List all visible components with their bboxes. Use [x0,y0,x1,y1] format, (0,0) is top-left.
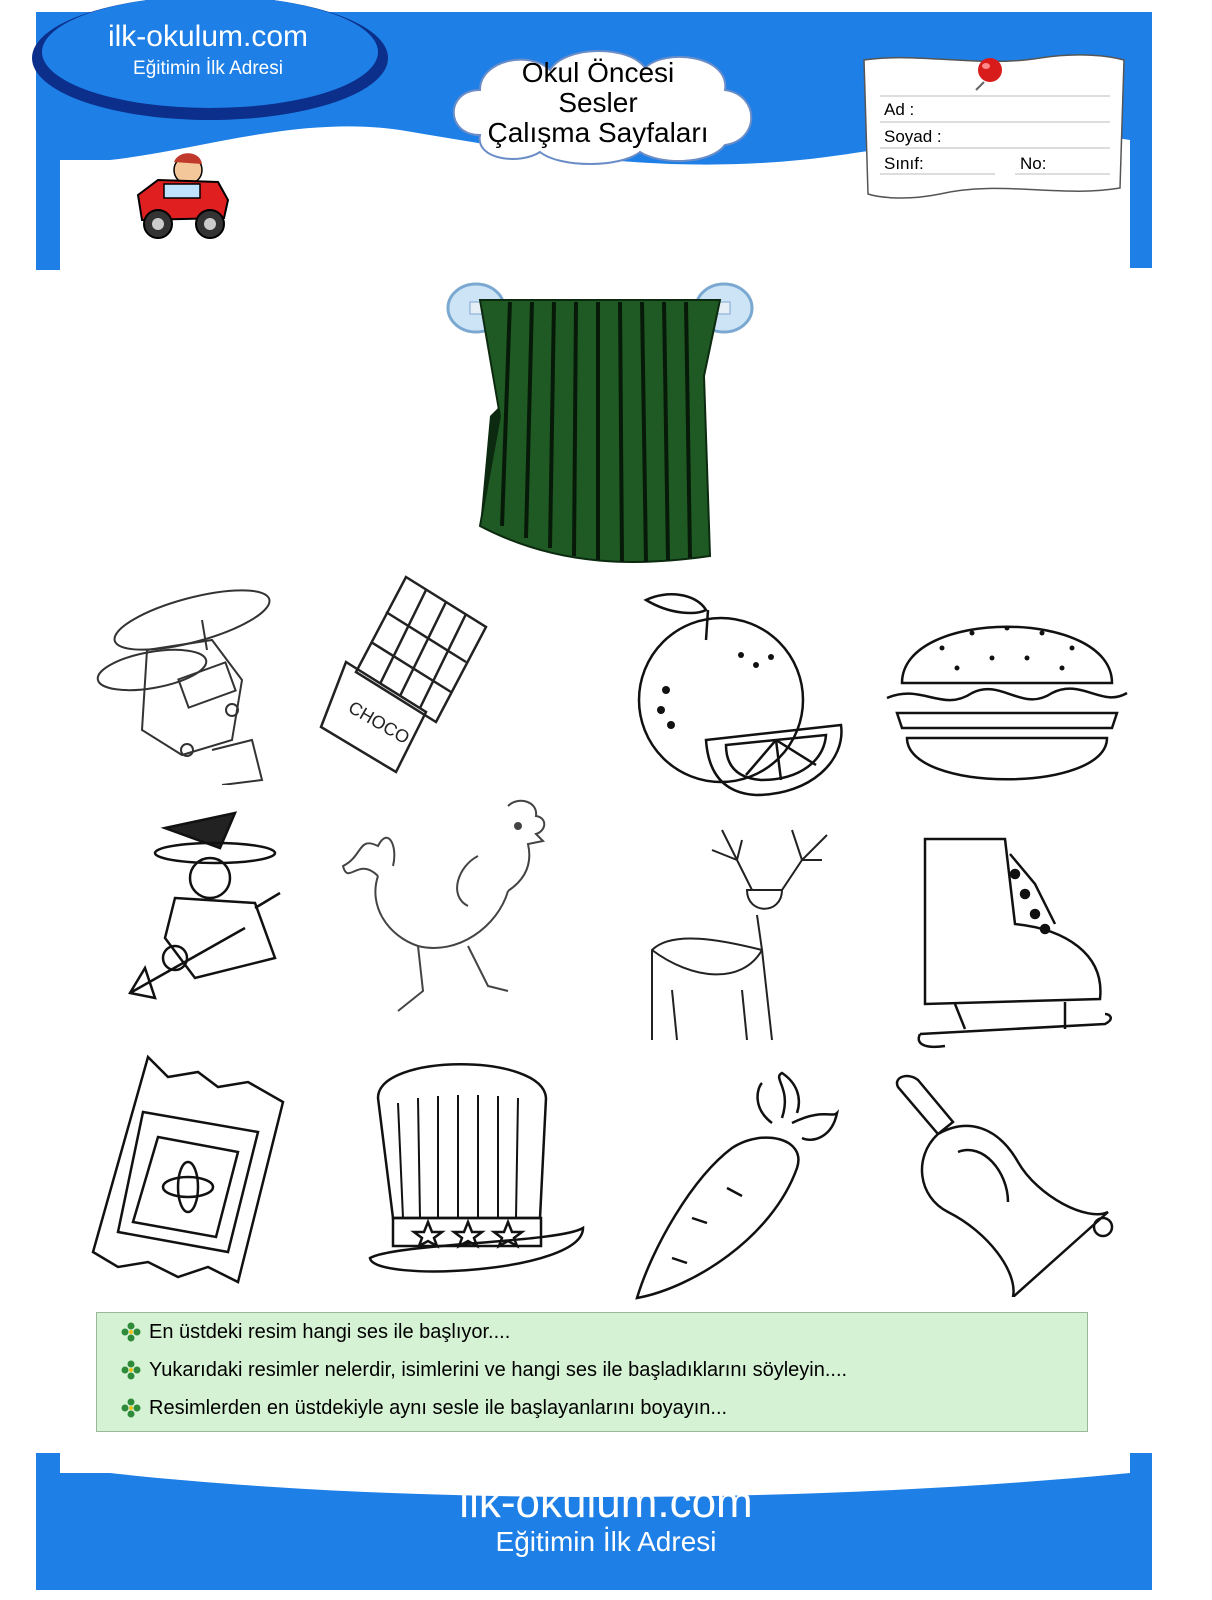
carpet-icon [88,1052,288,1292]
footer-site-name: ilk-okulum.com [459,1478,753,1527]
clover-bullet-icon [119,1320,143,1344]
card-name-label: Ad : [884,100,915,119]
instruction-text: Resimlerden en üstdekiyle aynı sesle ile başlayanlarını boyayın... [149,1396,728,1419]
header-site-tagline: Eğitimin İlk Adresi [133,58,283,79]
footer-site-tagline: Eğitimin İlk Adresi [495,1526,717,1557]
car-mascot-icon [128,140,238,250]
instruction-item [97,1389,1087,1427]
pushpin-icon [970,52,1010,92]
helicopter-icon [92,580,272,785]
cloud-line-2: Sesler [558,87,638,118]
clover-bullet-icon [119,1358,143,1382]
chocolate-icon [316,572,492,782]
orange-icon [636,585,846,800]
bell-icon [888,1072,1128,1297]
card-class-label: Sınıf: [884,154,924,173]
instruction-item [97,1313,1087,1351]
instruction-text: En üstdeki resim hangi ses ile başlıyor.... [149,1320,511,1343]
top-hat-icon [368,1058,586,1283]
ice-skate-icon [915,834,1115,1054]
rooster-icon [338,796,553,1021]
card-number-label: No: [1020,154,1047,173]
card-surname-label: Soyad : [884,127,942,146]
witch-icon [125,808,285,1003]
svg-text:CHOCO: CHOCO [344,697,413,748]
cloud-line-3: Çalışma Sayfaları [487,117,709,148]
carrot-icon [632,1068,842,1300]
instructions-box [96,1312,1088,1432]
hamburger-icon [882,588,1134,798]
header-site-name: ilk-okulum.com [107,20,309,53]
clover-bullet-icon [119,1396,143,1420]
towel-icon [440,276,760,576]
cloud-line-1: Okul Öncesi [521,57,675,88]
deer-icon [642,820,832,1045]
instruction-item [97,1351,1087,1389]
instruction-text: Yukarıdaki resimler nelerdir, isimlerini ve hangi ses ile başladıklarını söyleyin.... [149,1358,848,1381]
